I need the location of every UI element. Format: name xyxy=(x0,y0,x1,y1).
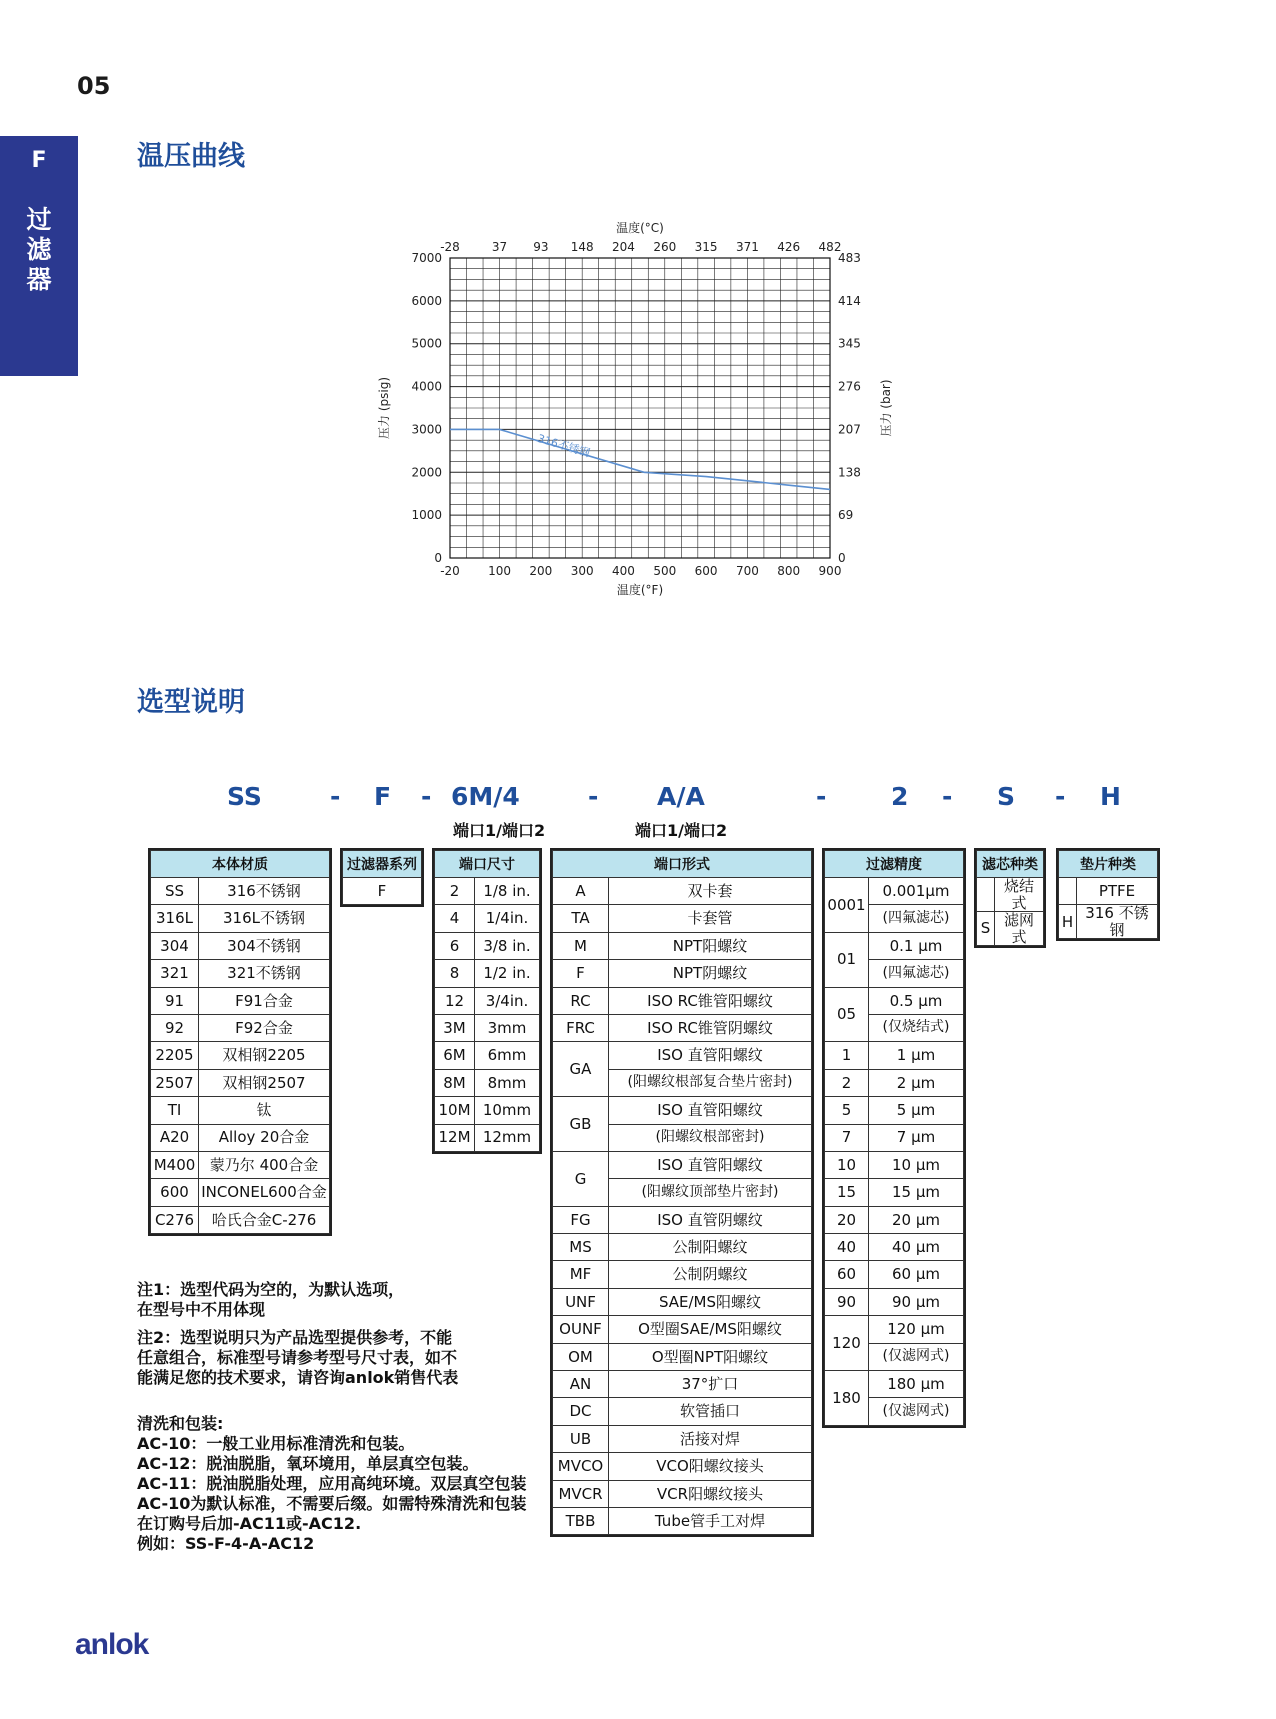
series-line xyxy=(450,429,830,489)
desc-cell: (四氟滤芯) xyxy=(869,905,964,932)
side-tab xyxy=(0,136,78,376)
desc-cell: 316不锈钢 xyxy=(199,878,330,905)
right-tick-label: 138 xyxy=(838,465,861,480)
table-row xyxy=(825,1206,964,1233)
filter-series-header: 过滤器系列 xyxy=(343,851,422,878)
table-row xyxy=(435,1014,540,1041)
table-row xyxy=(553,1042,812,1069)
desc-cell: 哈氏合金C-276 xyxy=(199,1206,330,1233)
port-caption-1: 端口1/端口2 xyxy=(453,821,546,840)
table-row xyxy=(825,1069,964,1096)
x-axis-label: 温度(°F) xyxy=(616,583,664,597)
desc-cell: 15 μm xyxy=(869,1179,964,1206)
code-cell: 90 xyxy=(825,1288,869,1315)
code-cell: 1 xyxy=(825,1042,869,1069)
desc-cell: 7 μm xyxy=(869,1124,964,1151)
desc-cell: 3/8 in. xyxy=(475,932,540,959)
code-cell: M400 xyxy=(151,1151,199,1178)
top-tick-label: 371 xyxy=(735,240,759,254)
table-row xyxy=(151,1069,330,1096)
table-row xyxy=(151,1097,330,1124)
code-cell: 05 xyxy=(825,987,869,1042)
note-line: 注1：选型代码为空的，为默认选项， xyxy=(137,1280,405,1299)
port-type-table xyxy=(550,848,814,1537)
desc-cell: Alloy 20合金 xyxy=(199,1124,330,1151)
y-tick-label: 2000 xyxy=(411,465,442,480)
code-cell: 304 xyxy=(151,932,199,959)
table-row xyxy=(825,987,964,1014)
table-row xyxy=(151,960,330,987)
port-caption-2: 端口1/端口2 xyxy=(635,821,728,840)
desc-cell: 3mm xyxy=(475,1014,540,1041)
desc-cell: ISO RC锥管阴螺纹 xyxy=(609,1014,812,1041)
desc-cell: (仅烧结式) xyxy=(869,1014,964,1041)
code-cell: 60 xyxy=(825,1261,869,1288)
table-row xyxy=(553,905,812,932)
note-line: 在订购号后加-AC11或-AC12. xyxy=(137,1514,362,1533)
code-cell: F xyxy=(343,878,422,905)
y-tick-label: 4000 xyxy=(411,379,442,394)
right-tick-label: 345 xyxy=(838,336,861,351)
desc-cell: ISO RC锥管阳螺纹 xyxy=(609,987,812,1014)
desc-cell: 卡套管 xyxy=(609,905,812,932)
note-line: 任意组合，标准型号请参考型号尺寸表，如不 xyxy=(137,1348,458,1367)
code-dash-5: - xyxy=(942,782,953,811)
table-row xyxy=(825,1151,964,1178)
code-cell: 10 xyxy=(825,1151,869,1178)
x-tick-label: 100 xyxy=(488,564,512,578)
table-row xyxy=(553,1480,812,1507)
table-row xyxy=(151,1206,330,1233)
desc-cell: 10 μm xyxy=(869,1151,964,1178)
table-row xyxy=(435,878,540,905)
code-cell: 2205 xyxy=(151,1042,199,1069)
code-cell xyxy=(1059,878,1077,905)
desc-cell: 1/8 in. xyxy=(475,878,540,905)
code-cell: MS xyxy=(553,1234,609,1261)
table-row xyxy=(825,1234,964,1261)
code-cell: 01 xyxy=(825,932,869,987)
code-cell: 12M xyxy=(435,1124,475,1151)
desc-cell: 软管插口 xyxy=(609,1398,812,1425)
code-cell: 92 xyxy=(151,1014,199,1041)
top-tick-label: 204 xyxy=(612,240,635,254)
code-cell: OUNF xyxy=(553,1316,609,1343)
code-port-type: A/A xyxy=(657,782,705,811)
precision-header: 过滤精度 xyxy=(825,851,964,878)
x-tick-label: 600 xyxy=(694,564,718,578)
code-cell: 316L xyxy=(151,905,199,932)
table-row xyxy=(151,987,330,1014)
y-tick-label: 1000 xyxy=(411,508,442,523)
code-cell: C276 xyxy=(151,1206,199,1233)
element-type-table xyxy=(974,848,1046,948)
desc-cell: 304不锈钢 xyxy=(199,932,330,959)
code-series: F xyxy=(374,782,392,811)
code-cell: 20 xyxy=(825,1206,869,1233)
code-cell: 7 xyxy=(825,1124,869,1151)
code-cell: MF xyxy=(553,1261,609,1288)
code-cell: 5 xyxy=(825,1097,869,1124)
gasket-type-table xyxy=(1056,848,1160,941)
desc-cell: 蒙乃尔 400合金 xyxy=(199,1151,330,1178)
code-port-size: 6M/4 xyxy=(451,782,520,811)
desc-cell: INCONEL600合金 xyxy=(199,1179,330,1206)
desc-cell: 活接对焊 xyxy=(609,1425,812,1452)
code-cell: 120 xyxy=(825,1316,869,1371)
desc-cell: 8mm xyxy=(475,1069,540,1096)
y-tick-label: 5000 xyxy=(411,336,442,351)
table-row xyxy=(151,1014,330,1041)
filter-series-table xyxy=(340,848,424,907)
table-row xyxy=(1059,905,1158,939)
desc-cell: O型圈SAE/MS阳螺纹 xyxy=(609,1316,812,1343)
desc-cell: NPT阳螺纹 xyxy=(609,932,812,959)
top-tick-label: 148 xyxy=(570,240,594,254)
table-row xyxy=(553,987,812,1014)
desc-cell: VCR阳螺纹接头 xyxy=(609,1480,812,1507)
code-cell: 6 xyxy=(435,932,475,959)
desc-cell: O型圈NPT阳螺纹 xyxy=(609,1343,812,1370)
desc-cell: 37°扩口 xyxy=(609,1371,812,1398)
desc-cell: (仅滤网式) xyxy=(869,1398,964,1425)
table-row xyxy=(553,1453,812,1480)
code-cell: G xyxy=(553,1151,609,1206)
table-row xyxy=(151,1124,330,1151)
right-axis-label: 压力 (bar) xyxy=(879,379,893,437)
code-dash-1: - xyxy=(330,782,341,811)
code-cell: TBB xyxy=(553,1507,609,1534)
desc-cell: VCO阳螺纹接头 xyxy=(609,1453,812,1480)
table-row xyxy=(825,1371,964,1398)
table-row xyxy=(553,932,812,959)
code-cell: M xyxy=(553,932,609,959)
table-row xyxy=(435,1097,540,1124)
table-row xyxy=(825,1042,964,1069)
table-row xyxy=(435,1042,540,1069)
table-row xyxy=(977,912,1044,946)
top-tick-label: 426 xyxy=(777,240,801,254)
x-tick-label: 800 xyxy=(777,564,801,578)
table-row xyxy=(435,987,540,1014)
code-cell: 4 xyxy=(435,905,475,932)
table-row xyxy=(553,1261,812,1288)
desc-cell: (阳螺纹根部密封) xyxy=(609,1124,812,1151)
table-row xyxy=(825,1288,964,1315)
desc-cell: 烧结式 xyxy=(995,878,1044,912)
desc-cell: 公制阳螺纹 xyxy=(609,1234,812,1261)
desc-cell: F91合金 xyxy=(199,987,330,1014)
right-tick-label: 414 xyxy=(838,293,861,308)
note-line: AC-12：脱油脱脂，氧环境用，单层真空包装。 xyxy=(137,1454,479,1473)
table-row xyxy=(825,1124,964,1151)
note-line: 能满足您的技术要求，请咨询anlok销售代表 xyxy=(137,1368,459,1387)
x-tick-label: 300 xyxy=(570,564,594,578)
note-line: AC-11：脱油脱脂处理，应用高纯环境。双层真空包装 xyxy=(137,1474,527,1493)
code-cell: TI xyxy=(151,1097,199,1124)
desc-cell: 双相钢2205 xyxy=(199,1042,330,1069)
x-tick-label: 400 xyxy=(612,564,635,578)
note-line: AC-10：一般工业用标准清洗和包装。 xyxy=(137,1434,415,1453)
top-tick-label: 482 xyxy=(818,240,842,254)
side-tab-text: 过滤器 xyxy=(26,205,52,294)
desc-cell: 316 不锈钢 xyxy=(1077,905,1158,939)
top-tick-label: -28 xyxy=(440,240,460,254)
desc-cell: (仅滤网式) xyxy=(869,1343,964,1370)
table-row xyxy=(151,932,330,959)
top-tick-label: 37 xyxy=(491,240,508,254)
table-row xyxy=(825,1097,964,1124)
desc-cell: 滤网式 xyxy=(995,912,1044,946)
table-row xyxy=(553,1316,812,1343)
desc-cell: 20 μm xyxy=(869,1206,964,1233)
note-2 xyxy=(137,1328,557,1388)
code-cell: GA xyxy=(553,1042,609,1097)
table-row xyxy=(553,1371,812,1398)
table-row xyxy=(435,905,540,932)
brand-logo: anlok xyxy=(75,1628,149,1661)
code-cell: A xyxy=(553,878,609,905)
desc-cell: ISO 直管阳螺纹 xyxy=(609,1042,812,1069)
precision-table xyxy=(822,848,966,1428)
series-label: 316不锈钢 xyxy=(535,431,592,460)
desc-cell: 公制阴螺纹 xyxy=(609,1261,812,1288)
desc-cell: ISO 直管阳螺纹 xyxy=(609,1151,812,1178)
code-cell xyxy=(977,878,995,912)
table-row xyxy=(825,932,964,959)
table-row xyxy=(435,932,540,959)
code-cell: MVCR xyxy=(553,1480,609,1507)
table-row xyxy=(553,1343,812,1370)
desc-cell: (四氟滤芯) xyxy=(869,960,964,987)
gasket-type-header: 垫片种类 xyxy=(1059,851,1158,878)
desc-cell: SAE/MS阳螺纹 xyxy=(609,1288,812,1315)
x-tick-label: 200 xyxy=(529,564,553,578)
side-tab-letter: F xyxy=(31,148,47,173)
note-line: 在型号中不用体现 xyxy=(137,1300,266,1319)
table-row xyxy=(435,960,540,987)
table-row xyxy=(553,1398,812,1425)
y-axis-label: 压力 (psig) xyxy=(377,377,391,439)
desc-cell: 321不锈钢 xyxy=(199,960,330,987)
table-row xyxy=(151,1151,330,1178)
right-tick-label: 207 xyxy=(838,422,861,437)
note-line: 例如：SS-F-4-A-AC12 xyxy=(137,1534,315,1553)
right-tick-label: 0 xyxy=(838,551,846,565)
desc-cell: 0.5 μm xyxy=(869,987,964,1014)
table-row xyxy=(553,878,812,905)
code-cell: 600 xyxy=(151,1179,199,1206)
code-cell: H xyxy=(1059,905,1077,939)
code-cell: 10M xyxy=(435,1097,475,1124)
desc-cell: 90 μm xyxy=(869,1288,964,1315)
note-line: 清洗和包装: xyxy=(137,1414,224,1433)
code-dash-3: - xyxy=(588,782,599,811)
desc-cell: (阳螺纹根部复合垫片密封) xyxy=(609,1069,812,1096)
note-1 xyxy=(137,1280,557,1320)
code-cell: TA xyxy=(553,905,609,932)
table-row xyxy=(151,878,330,905)
desc-cell: PTFE xyxy=(1077,878,1158,905)
desc-cell: ISO 直管阴螺纹 xyxy=(609,1206,812,1233)
code-cell: 12 xyxy=(435,987,475,1014)
table-row xyxy=(553,1234,812,1261)
code-cell: 91 xyxy=(151,987,199,1014)
code-cell: SS xyxy=(151,878,199,905)
code-cell: 2507 xyxy=(151,1069,199,1096)
table-row xyxy=(553,1014,812,1041)
desc-cell: 1/4in. xyxy=(475,905,540,932)
table-row xyxy=(553,1507,812,1534)
desc-cell: Tube管手工对焊 xyxy=(609,1507,812,1534)
table-row xyxy=(553,960,812,987)
note-line: 注2：选型说明只为产品选型提供参考，不能 xyxy=(137,1328,453,1347)
code-cell: 8 xyxy=(435,960,475,987)
code-cell: OM xyxy=(553,1343,609,1370)
desc-cell: 40 μm xyxy=(869,1234,964,1261)
code-cell: FG xyxy=(553,1206,609,1233)
table-row xyxy=(553,1288,812,1315)
port-size-header: 端口尺寸 xyxy=(435,851,540,878)
code-cell: MVCO xyxy=(553,1453,609,1480)
selection-section-title: 选型说明 xyxy=(137,687,245,718)
desc-cell: 1/2 in. xyxy=(475,960,540,987)
code-element: S xyxy=(997,782,1016,811)
top-axis-label: 温度(°C) xyxy=(616,221,664,235)
desc-cell: 5 μm xyxy=(869,1097,964,1124)
code-cell: S xyxy=(977,912,995,946)
desc-cell: 60 μm xyxy=(869,1261,964,1288)
code-cell: UNF xyxy=(553,1288,609,1315)
code-cell: 321 xyxy=(151,960,199,987)
table-row xyxy=(151,905,330,932)
desc-cell: 10mm xyxy=(475,1097,540,1124)
page-number: 05 xyxy=(77,72,111,100)
code-cell: 3M xyxy=(435,1014,475,1041)
table-row xyxy=(151,1042,330,1069)
code-cell: 2 xyxy=(435,878,475,905)
code-cell: 6M xyxy=(435,1042,475,1069)
top-tick-label: 260 xyxy=(653,240,677,254)
table-row xyxy=(435,1124,540,1151)
code-cell: DC xyxy=(553,1398,609,1425)
desc-cell: 120 μm xyxy=(869,1316,964,1343)
table-row xyxy=(435,1069,540,1096)
code-cell: 0001 xyxy=(825,878,869,933)
code-cell: RC xyxy=(553,987,609,1014)
code-cell: AN xyxy=(553,1371,609,1398)
code-cell: 15 xyxy=(825,1179,869,1206)
port-type-header: 端口形式 xyxy=(553,851,812,878)
table-row xyxy=(553,1206,812,1233)
chart-section-title: 温压曲线 xyxy=(137,141,245,172)
top-tick-label: 93 xyxy=(533,240,549,254)
desc-cell: 12mm xyxy=(475,1124,540,1151)
desc-cell: 0.1 μm xyxy=(869,932,964,959)
x-tick-label: -20 xyxy=(440,564,460,578)
table-row xyxy=(553,1097,812,1124)
x-tick-label: 900 xyxy=(818,564,842,578)
table-row xyxy=(1059,878,1158,905)
code-dash-4: - xyxy=(816,782,827,811)
table-row xyxy=(553,1425,812,1452)
code-cell: 40 xyxy=(825,1234,869,1261)
table-row xyxy=(825,878,964,905)
desc-cell: 双卡套 xyxy=(609,878,812,905)
y-tick-label: 0 xyxy=(434,551,442,565)
desc-cell: 钛 xyxy=(199,1097,330,1124)
desc-cell: ISO 直管阳螺纹 xyxy=(609,1097,812,1124)
right-tick-label: 483 xyxy=(838,251,861,265)
code-cell: 2 xyxy=(825,1069,869,1096)
pressure-temperature-chart xyxy=(370,200,893,610)
code-dash-6: - xyxy=(1055,782,1066,811)
note-line: AC-10为默认标准，不需要后缀。如需特殊清洗和包装 xyxy=(137,1494,527,1513)
desc-cell: 180 μm xyxy=(869,1371,964,1398)
table-row xyxy=(343,878,422,905)
code-body: SS xyxy=(227,782,262,811)
code-cell: UB xyxy=(553,1425,609,1452)
table-row xyxy=(977,878,1044,912)
code-cell: F xyxy=(553,960,609,987)
x-tick-label: 500 xyxy=(653,564,677,578)
top-tick-label: 315 xyxy=(694,240,718,254)
y-tick-label: 6000 xyxy=(411,293,442,308)
body-material-table xyxy=(148,848,332,1236)
code-cell: 8M xyxy=(435,1069,475,1096)
table-row xyxy=(151,1179,330,1206)
desc-cell: F92合金 xyxy=(199,1014,330,1041)
code-dash-2: - xyxy=(421,782,432,811)
desc-cell: (阳螺纹顶部垫片密封) xyxy=(609,1179,812,1206)
code-cell: FRC xyxy=(553,1014,609,1041)
desc-cell: 双相钢2507 xyxy=(199,1069,330,1096)
desc-cell: 2 μm xyxy=(869,1069,964,1096)
y-tick-label: 3000 xyxy=(411,422,442,437)
x-tick-label: 700 xyxy=(735,564,759,578)
code-cell: GB xyxy=(553,1097,609,1152)
table-row xyxy=(825,1316,964,1343)
desc-cell: 316L不锈钢 xyxy=(199,905,330,932)
right-tick-label: 276 xyxy=(838,379,861,394)
table-row xyxy=(825,1179,964,1206)
body-material-header: 本体材质 xyxy=(151,851,330,878)
element-type-header: 滤芯种类 xyxy=(977,851,1044,878)
desc-cell: 3/4in. xyxy=(475,987,540,1014)
code-cell: 180 xyxy=(825,1371,869,1426)
code-precision: 2 xyxy=(891,782,909,811)
table-row xyxy=(553,1151,812,1178)
desc-cell: NPT阴螺纹 xyxy=(609,960,812,987)
cleaning-notes xyxy=(137,1414,567,1554)
code-gasket: H xyxy=(1100,782,1121,811)
desc-cell: 1 μm xyxy=(869,1042,964,1069)
table-row xyxy=(825,1261,964,1288)
desc-cell: 6mm xyxy=(475,1042,540,1069)
port-size-table xyxy=(432,848,542,1154)
code-cell: A20 xyxy=(151,1124,199,1151)
desc-cell: 0.001μm xyxy=(869,878,964,905)
y-tick-label: 7000 xyxy=(411,251,442,265)
right-tick-label: 69 xyxy=(838,508,854,523)
